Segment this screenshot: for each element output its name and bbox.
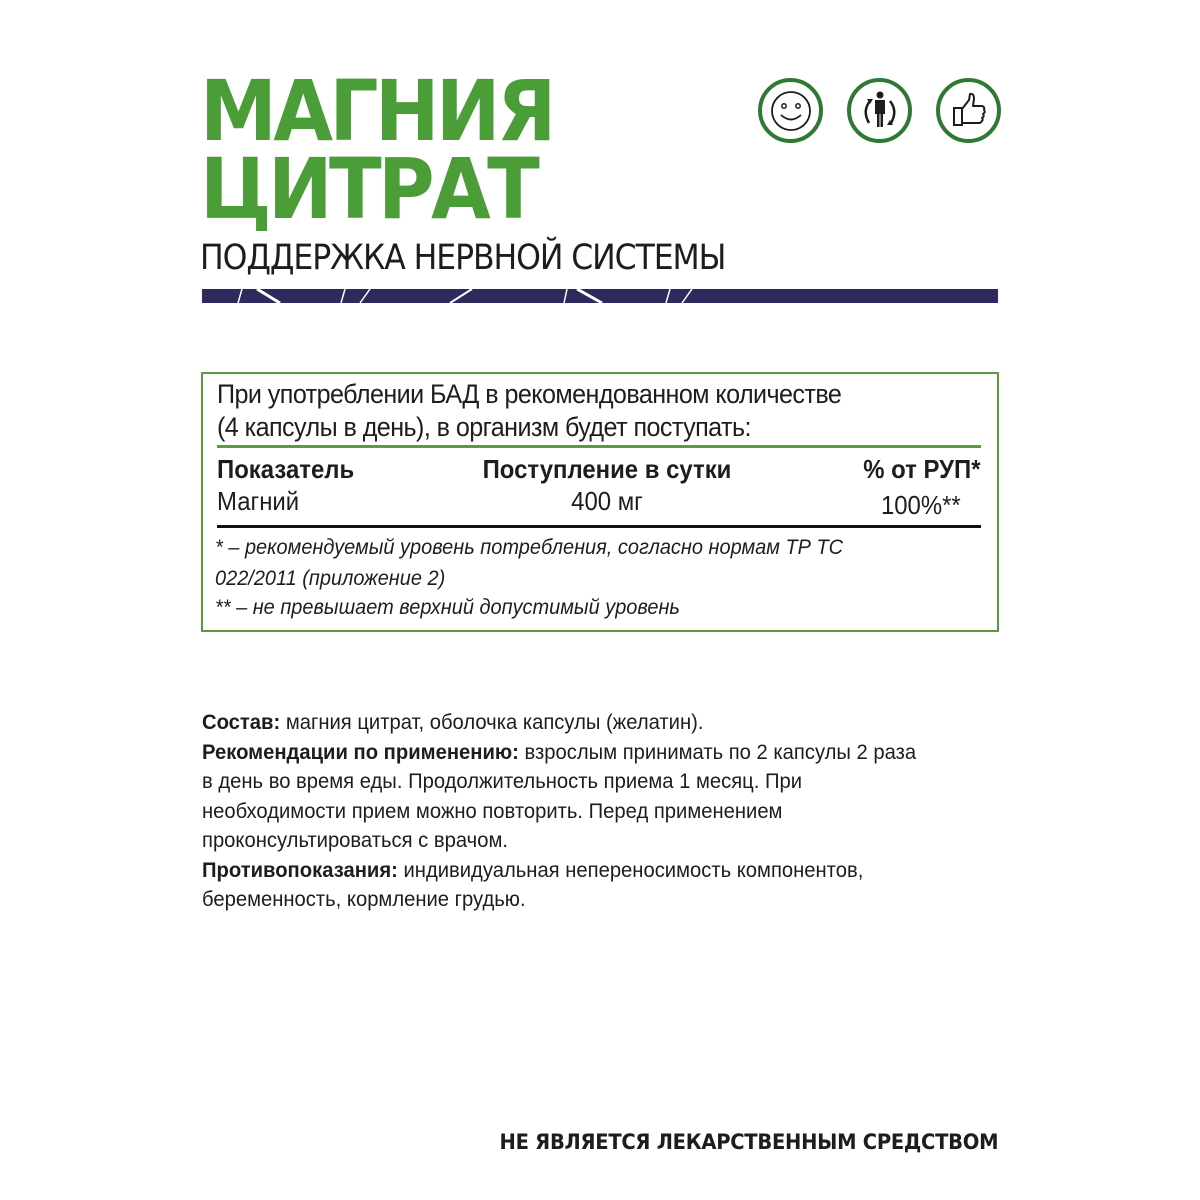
contraindications: Противопоказания: индивидуальная непереносимость компонентов, <box>202 857 864 882</box>
footnote-2: ** – не превышает верхний допустимый уровень <box>215 596 680 619</box>
contra-label: Противопоказания: <box>202 857 398 882</box>
cell-daily-intake: 400 мг <box>571 486 643 516</box>
product-details: Состав: магния цитрат, оболочка капсулы (желатин). Рекомендации по применению: взрослым принимать по 2 капсулы 2 раза в день во время еды. Продолжительность приема 1 месяц. При необходимости прием можно повторить. Перед применением проконсультироваться с врачом. Противопоказания: индивидуальная непереносимость компонентов, беременность, кормление грудью. <box>202 708 1002 915</box>
disclaimer: НЕ ЯВЛЯЕТСЯ ЛЕКАРСТВЕННЫМ СРЕДСТВОМ <box>499 1130 998 1154</box>
title-line-1: МАГНИЯ <box>200 62 553 160</box>
header-indicator: Показатель <box>217 454 355 484</box>
footnote-1: * – рекомендуемый уровень потребления, согласно нормам ТР ТС <box>215 536 844 559</box>
usage-label: Рекомендации по применению: <box>202 739 519 764</box>
composition: Состав: магния цитрат, оболочка капсулы (желатин). <box>202 710 704 734</box>
person-rotate-icon <box>847 78 912 143</box>
cell-percent-rup: 100%** <box>881 490 961 520</box>
composition-label: Состав: <box>202 710 281 734</box>
divider <box>217 445 981 448</box>
product-subtitle: ПОДДЕРЖКА НЕРВНОЙ СИСТЕМЫ <box>200 238 726 278</box>
cell-indicator: Магний <box>217 486 300 516</box>
nutrition-info-box <box>201 372 999 632</box>
product-title <box>200 62 553 238</box>
smile-icon <box>758 78 823 143</box>
usage: Рекомендации по применению: взрослым принимать по 2 капсулы 2 раза <box>202 739 917 764</box>
header-percent-rup: % от РУП* <box>863 454 981 484</box>
title-line-2: ЦИТРАТ <box>200 140 537 238</box>
divider <box>217 525 981 528</box>
footnote-1-cont: 022/2011 (приложение 2) <box>215 567 446 590</box>
intake-intro: При употреблении БАД в рекомендованном количестве (4 капсулы в день), в организм будет поступать: <box>217 379 842 442</box>
benefit-icons <box>758 78 1001 143</box>
thumbs-up-icon <box>936 78 1001 143</box>
header-daily-intake: Поступление в сутки <box>482 454 732 484</box>
decorative-band <box>202 289 998 303</box>
